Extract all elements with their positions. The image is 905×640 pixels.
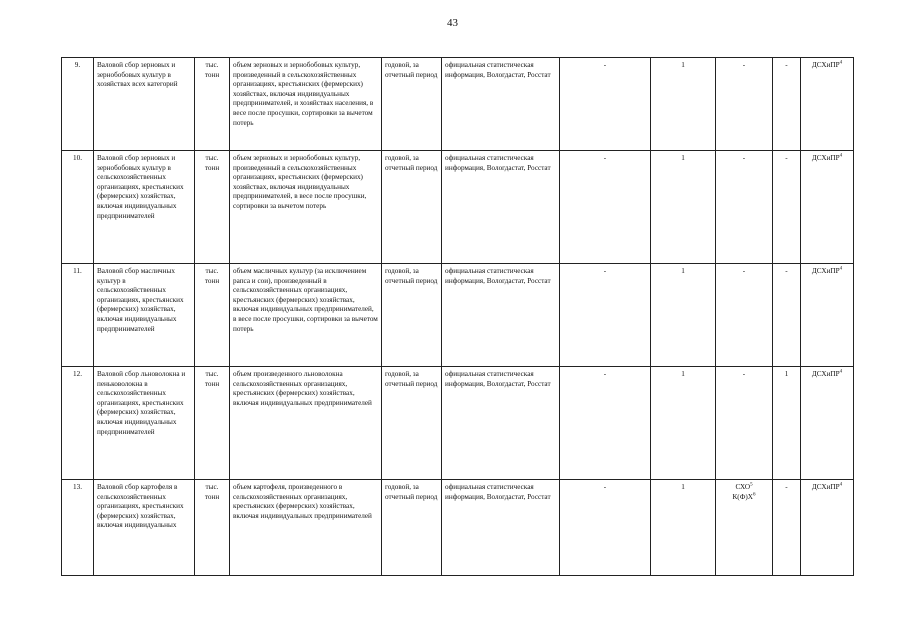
source-cell: официальная статистическая информация, Вологдастат, Росстат: [442, 58, 560, 151]
column-8-cell: 1: [651, 264, 716, 367]
table-row: [62, 480, 854, 576]
responsible-cell: ДСХиПР$^4$: [801, 151, 854, 264]
row-number-cell: 13.: [62, 480, 94, 576]
periodicity-cell: годовой, за отчетный период: [382, 151, 442, 264]
source-cell: официальная статистическая информация, Вологдастат, Росстат: [442, 480, 560, 576]
definition-cell: объем картофеля, произведенного в сельскохозяйственных организациях, крестьянских (фермерских) хозяйствах, включая индивидуальных предпринимателей: [230, 480, 382, 576]
indicator-name-cell: Валовой сбор масличных культур в сельскохозяйственных организациях, крестьянских (фермерских) хозяйствах, включая индивидуальных предпринимателей: [94, 264, 195, 367]
definition-cell: объем зерновых и зернобобовых культур, произведенный в сельскохозяйственных организациях, крестьянских (фермерских) хозяйствах, включая индивидуальных предпринимателей, и хозяйствах населения, в весе после просушки, сортировки за вычетом потерь: [230, 58, 382, 151]
column-9-line-2: $К(Ф)Х^6$: [732, 492, 756, 501]
definition-cell: объем зерновых и зернобобовых культур, произведенный в сельскохозяйственных организациях, крестьянских (фермерских) хозяйствах, включая индивидуальных предпринимателей, в весе после просушки, сортировки за вычетом потерь: [230, 151, 382, 264]
unit-cell: тыс. тонн: [195, 264, 230, 367]
indicator-name-cell: Валовой сбор льноволокна и пеньковолокна в сельскохозяйственных организациях, крестьянских (фермерских) хозяйствах, включая индивидуальных предпринимателей: [94, 367, 195, 480]
column-10-cell: -: [773, 151, 801, 264]
table-row: [62, 151, 854, 264]
source-cell: официальная статистическая информация, Вологдастат, Росстат: [442, 151, 560, 264]
table-row: [62, 58, 854, 151]
responsible-cell: ДСХиПР$^4$: [801, 480, 854, 576]
row-number-cell: 9.: [62, 58, 94, 151]
definition-cell: объем масличных культур (за исключением рапса и сои), произведенный в сельскохозяйственных организациях, крестьянских (фермерских) хозяйствах, включая индивидуальных предпринимателей, в весе после просушки, сортировки за вычетом потерь: [230, 264, 382, 367]
column-9-cell: [716, 264, 773, 367]
column-7-cell: -: [560, 151, 651, 264]
column-9-cell: [716, 367, 773, 480]
column-7-cell: -: [560, 264, 651, 367]
column-10-cell: -: [773, 480, 801, 576]
unit-cell: тыс. тонн: [195, 367, 230, 480]
indicator-name-cell: Валовой сбор зерновых и зернобобовых культур в сельскохозяйственных организациях, крестьянских (фермерских) хозяйствах, включая индивидуальных предпринимателей: [94, 151, 195, 264]
unit-cell: тыс. тонн: [195, 480, 230, 576]
row-number-cell: 12.: [62, 367, 94, 480]
responsible-cell: ДСХиПР$^4$: [801, 264, 854, 367]
column-9-line-1: СХО$^5$: [735, 482, 753, 491]
table-row: [62, 367, 854, 480]
column-9-cell: [716, 151, 773, 264]
column-9-cell: [716, 58, 773, 151]
row-number-cell: 11.: [62, 264, 94, 367]
column-9-line-1: -: [742, 61, 746, 69]
column-7-cell: -: [560, 58, 651, 151]
column-7-cell: -: [560, 367, 651, 480]
column-10-cell: -: [773, 264, 801, 367]
periodicity-cell: годовой, за отчетный период: [382, 264, 442, 367]
responsible-cell: ДСХиПР$^4$: [801, 367, 854, 480]
column-8-cell: 1: [651, 480, 716, 576]
definition-cell: объем произведенного льноволокна сельскохозяйственных организациях, крестьянских (фермерских) хозяйствах, включая индивидуальных предпринимателей: [230, 367, 382, 480]
table-row: [62, 264, 854, 367]
column-10-cell: 1: [773, 367, 801, 480]
column-8-cell: 1: [651, 367, 716, 480]
unit-cell: тыс. тонн: [195, 151, 230, 264]
column-9-line-1: -: [742, 154, 746, 162]
column-10-cell: -: [773, 58, 801, 151]
source-cell: официальная статистическая информация, Вологдастат, Росстат: [442, 264, 560, 367]
row-number-cell: 10.: [62, 151, 94, 264]
source-cell: официальная статистическая информация, Вологдастат, Росстат: [442, 367, 560, 480]
column-9-line-1: -: [742, 370, 746, 378]
responsible-cell: ДСХиПР$^4$: [801, 58, 854, 151]
column-8-cell: 1: [651, 58, 716, 151]
indicator-name-cell: Валовой сбор зерновых и зернобобовых культур в хозяйствах всех категорий: [94, 58, 195, 151]
periodicity-cell: годовой, за отчетный период: [382, 480, 442, 576]
column-9-line-1: -: [742, 267, 746, 275]
periodicity-cell: годовой, за отчетный период: [382, 58, 442, 151]
page-number: 43: [447, 17, 458, 29]
column-8-cell: 1: [651, 151, 716, 264]
unit-cell: тыс. тонн: [195, 58, 230, 151]
indicators-table: [61, 57, 854, 576]
indicator-name-cell: Валовой сбор картофеля в сельскохозяйственных организациях, крестьянских (фермерских) хозяйствах, включая индивидуальных: [94, 480, 195, 576]
column-9-cell: [716, 480, 773, 576]
periodicity-cell: годовой, за отчетный период: [382, 367, 442, 480]
column-7-cell: -: [560, 480, 651, 576]
table-body: [62, 58, 854, 576]
